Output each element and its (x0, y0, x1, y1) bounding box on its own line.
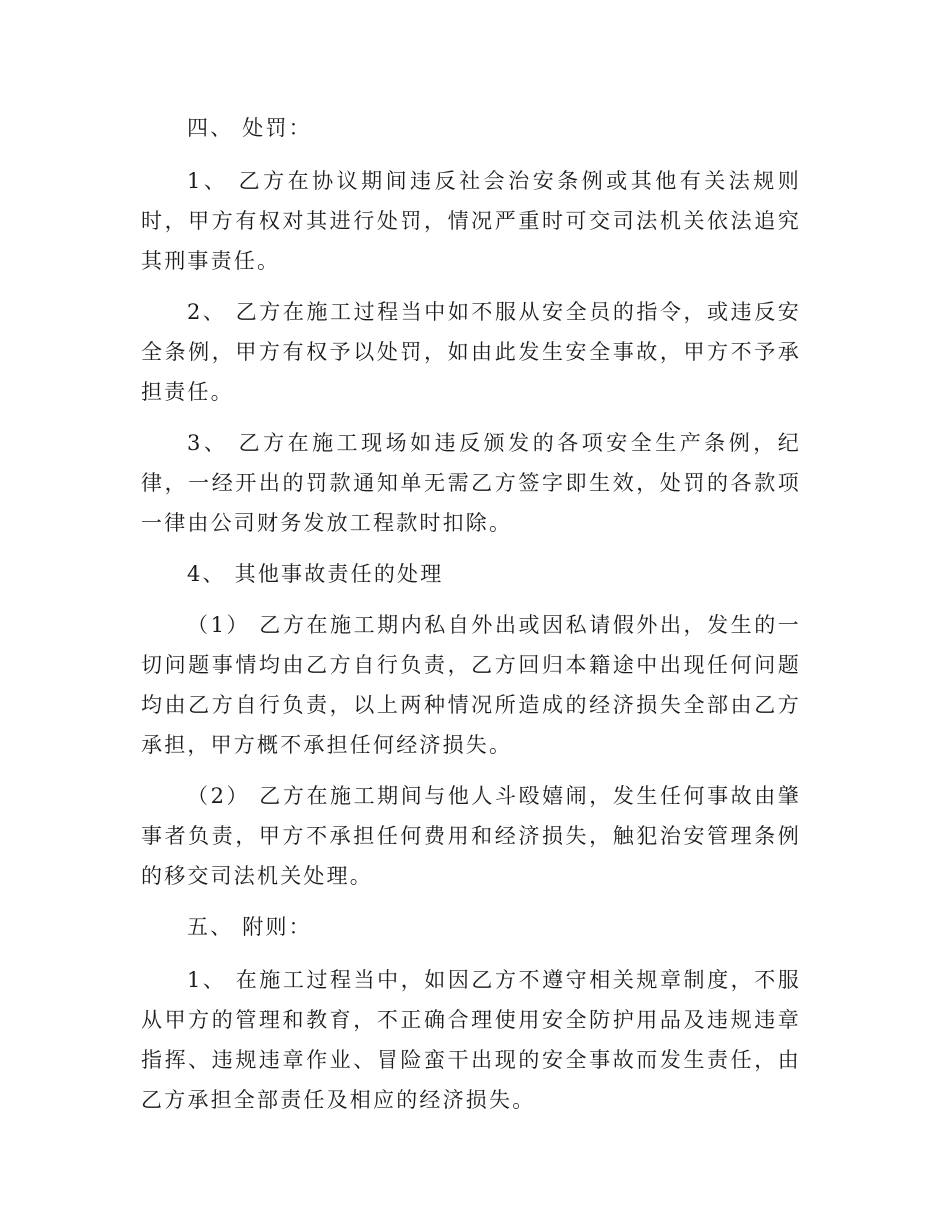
subclause-paragraph-1: （1） 乙方在施工期内私自外出或因私请假外出，发生的一切问题事情均由乙方自行负责，乙方回归本籍途中出现任何问题均由乙方自行负责，以上两种情况所造成的经济损失全部由乙方承担，甲方概不承担任何经济损失。 (141, 613, 801, 757)
clause-paragraph-3: 3、 乙方在施工现场如违反颁发的各项安全生产条例，纪律，一经开出的罚款通知单无需乙方签字即生效，处罚的各款项一律由公司财务发放工程款时扣除。 (141, 431, 801, 535)
clause-paragraph-1: 1、 乙方在协议期间违反社会治安条例或其他有关法规则时，甲方有权对其进行处罚，情况严重时可交司法机关依法追究其刑事责任。 (141, 169, 801, 273)
subclause-paragraph-2: （2） 乙方在施工期间与他人斗殴嬉闹，发生任何事故由肇事者负责，甲方不承担任何费用和经济损失，触犯治安管理条例的移交司法机关处理。 (141, 784, 801, 888)
section-heading-penalties: 四、 处罚： (187, 116, 312, 140)
clause-paragraph-2: 2、 乙方在施工过程当中如不服从安全员的指令，或违反安全条例，甲方有权予以处罚，如由此发生安全事故，甲方不予承担责任。 (141, 300, 801, 404)
clause-heading-4: 4、 其他事故责任的处理 (187, 562, 444, 586)
section-heading-appendix: 五、 附则： (187, 915, 312, 939)
appendix-paragraph-1: 1、 在施工过程当中，如因乙方不遵守相关规章制度，不服从甲方的管理和教育，不正确合理使用安全防护用品及违规违章指挥、违规违章作业、冒险蛮干出现的安全事故而发生责任，由乙方承担全部责任及相应的经济损失。 (141, 968, 801, 1112)
document-body (141, 108, 801, 1131)
